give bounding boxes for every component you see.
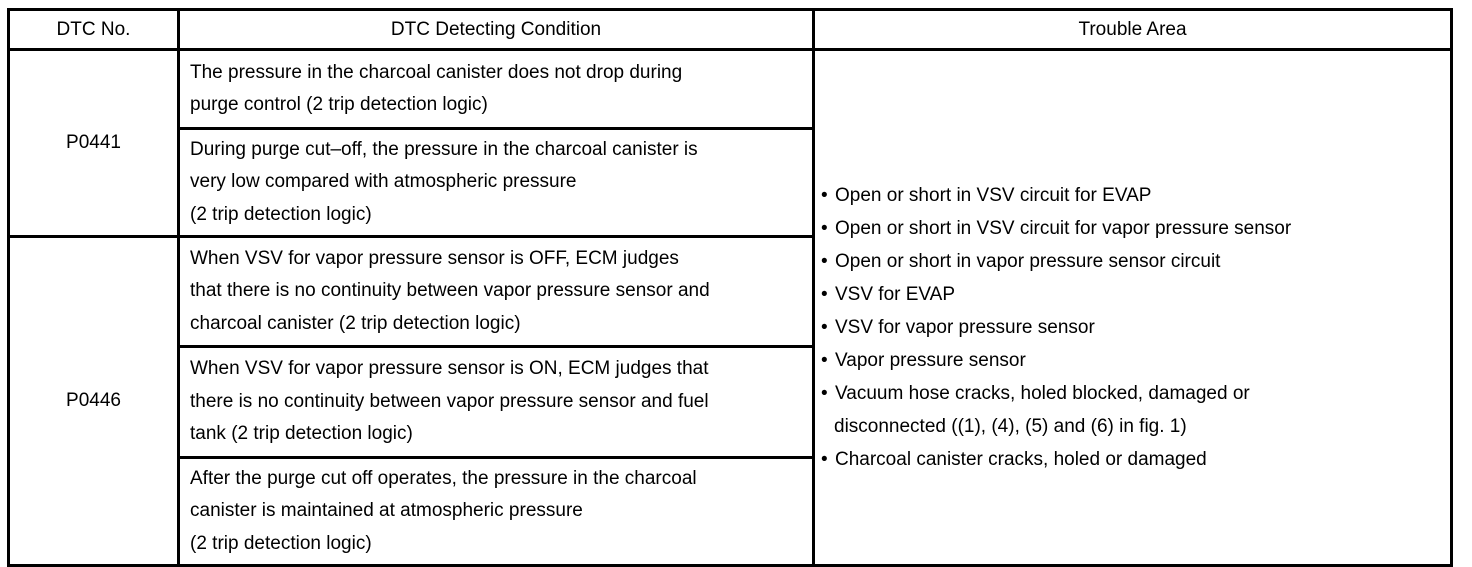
- trouble-item-text: VSV for vapor pressure sensor: [835, 317, 1095, 338]
- trouble-item-text: Vapor pressure sensor: [835, 350, 1026, 371]
- trouble-item-text: Charcoal canister cracks, holed or damaged: [835, 449, 1207, 470]
- condition-line: The pressure in the charcoal canister does not drop during: [190, 61, 683, 83]
- list-item: [821, 245, 1444, 278]
- condition-line: canister is maintained at atmospheric pressure: [190, 500, 583, 522]
- header-detecting-condition: DTC Detecting Condition: [179, 10, 814, 50]
- condition-cell: [179, 458, 814, 566]
- header-trouble-area: Trouble Area: [814, 10, 1452, 50]
- trouble-area-cell: [814, 50, 1452, 566]
- condition-line: During purge cut–off, the pressure in the charcoal canister is: [190, 138, 698, 160]
- bullet-icon: •: [821, 350, 828, 371]
- trouble-item-text: Vacuum hose cracks, holed blocked, damaged or: [835, 383, 1250, 404]
- condition-line: (2 trip detection logic): [190, 532, 372, 554]
- bullet-icon: •: [821, 449, 828, 470]
- trouble-item-continuation: disconnected ((1), (4), (5) and (6) in fig. 1): [834, 416, 1187, 437]
- condition-cell: [179, 237, 814, 347]
- header-dtc-no: DTC No.: [9, 10, 179, 50]
- condition-line: there is no continuity between vapor pressure sensor and fuel: [190, 390, 709, 412]
- condition-line: that there is no continuity between vapor pressure sensor and: [190, 280, 710, 302]
- bullet-icon: •: [821, 284, 828, 305]
- list-item: [821, 212, 1444, 245]
- bullet-icon: •: [821, 383, 828, 404]
- condition-line: tank (2 trip detection logic): [190, 423, 413, 445]
- condition-line: After the purge cut off operates, the pressure in the charcoal: [190, 467, 697, 489]
- trouble-area-list: [821, 139, 1444, 476]
- dtc-code-p0441: P0441: [9, 50, 179, 237]
- bullet-icon: •: [821, 185, 828, 206]
- header-row: [9, 10, 1452, 50]
- trouble-item-text: VSV for EVAP: [835, 284, 956, 305]
- condition-cell: [179, 129, 814, 237]
- condition-line: When VSV for vapor pressure sensor is OFF, ECM judges: [190, 247, 679, 269]
- list-item: [821, 179, 1444, 212]
- bullet-icon: •: [821, 317, 828, 338]
- condition-cell: [179, 347, 814, 458]
- condition-cell: [179, 50, 814, 129]
- dtc-table: [7, 8, 1453, 567]
- table-row: [9, 50, 1452, 129]
- condition-line: charcoal canister (2 trip detection logic): [190, 312, 521, 334]
- list-item: [821, 311, 1444, 344]
- list-item: [821, 377, 1444, 443]
- bullet-icon: •: [821, 251, 828, 272]
- dtc-code-p0446: P0446: [9, 237, 179, 566]
- bullet-icon: •: [821, 218, 828, 239]
- condition-line: very low compared with atmospheric pressure: [190, 171, 577, 193]
- list-item: [821, 344, 1444, 377]
- trouble-item-text: Open or short in VSV circuit for EVAP: [835, 185, 1152, 206]
- condition-line: When VSV for vapor pressure sensor is ON, ECM judges that: [190, 358, 709, 380]
- trouble-item-text: Open or short in VSV circuit for vapor pressure sensor: [835, 218, 1292, 239]
- condition-line: (2 trip detection logic): [190, 203, 372, 225]
- list-item: [821, 278, 1444, 311]
- trouble-item-text: Open or short in vapor pressure sensor circuit: [835, 251, 1221, 272]
- condition-line: purge control (2 trip detection logic): [190, 94, 488, 115]
- list-item: [821, 443, 1444, 476]
